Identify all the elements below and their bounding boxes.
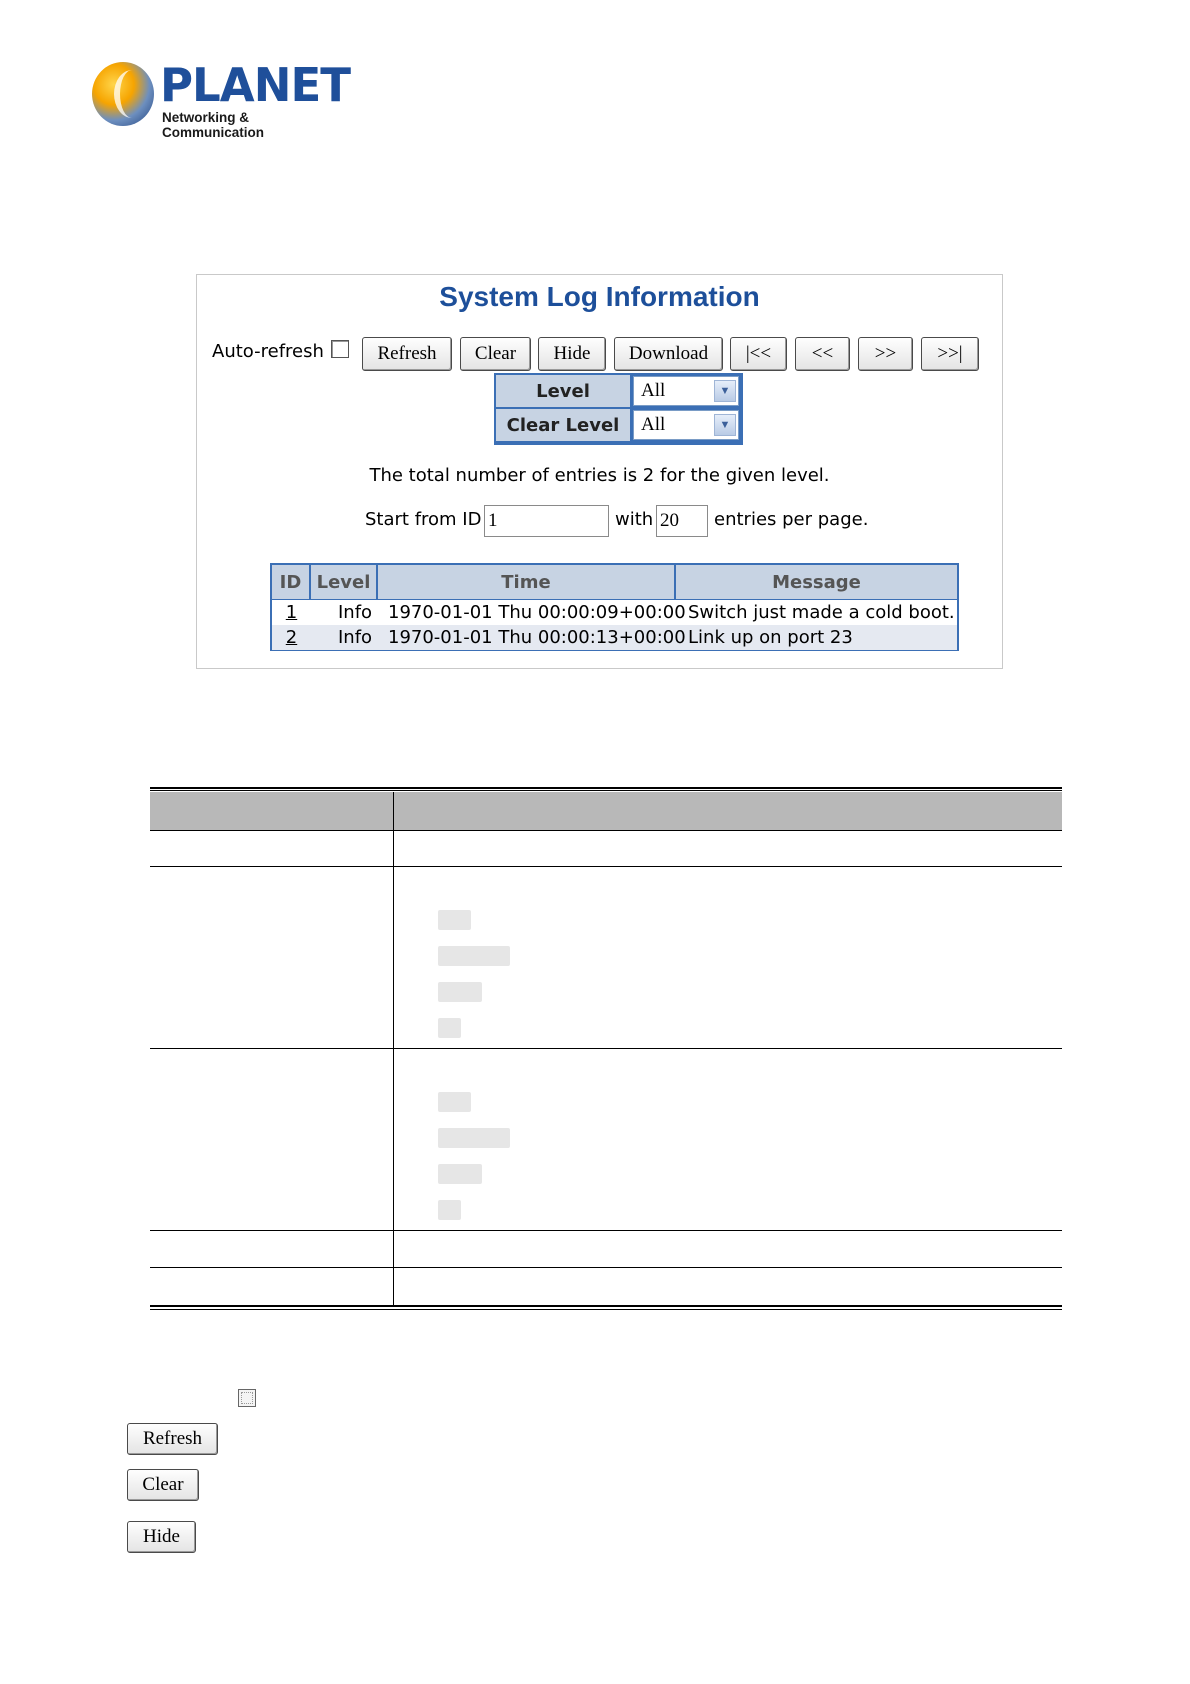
logo-tagline: Networking & Communication: [162, 110, 265, 140]
table-row: [272, 600, 957, 625]
auto-refresh-checkbox[interactable]: [331, 340, 349, 358]
log-id-link[interactable]: 1: [285, 602, 298, 623]
blurred-text: [438, 982, 482, 1002]
col-header-id: ID: [272, 565, 311, 599]
table-row-divider: [150, 866, 1062, 867]
level-filter-table: [494, 373, 743, 445]
refresh-button-sample[interactable]: Refresh: [127, 1423, 218, 1455]
blurred-text: [438, 1200, 461, 1220]
table-bottom-rule: [150, 1305, 1062, 1310]
entries-per-page-label: entries per page.: [714, 509, 869, 530]
log-id-link[interactable]: 2: [285, 627, 298, 648]
logo-brand: PLANET: [160, 58, 351, 112]
log-level: Info: [338, 602, 373, 623]
col-header-time: Time: [378, 565, 676, 599]
log-time: 1970-01-01 Thu 00:00:13+00:00: [388, 627, 686, 648]
globe-icon: [92, 62, 154, 126]
auto-refresh-checkbox-sample[interactable]: [238, 1389, 256, 1407]
chevron-down-icon[interactable]: ▼: [714, 414, 736, 436]
system-log-panel: [196, 274, 1003, 669]
prev-page-button[interactable]: <<: [795, 337, 850, 371]
auto-refresh-label: Auto-refresh: [212, 341, 324, 362]
blurred-text: [438, 946, 510, 966]
hide-button[interactable]: Hide: [538, 337, 606, 371]
blurred-text: [438, 910, 471, 930]
clear-level-select-value: All: [641, 414, 666, 435]
clear-button-sample[interactable]: Clear: [127, 1469, 199, 1501]
log-time: 1970-01-01 Thu 00:00:09+00:00: [388, 602, 686, 623]
clear-button[interactable]: Clear: [460, 337, 531, 371]
col-header-level: Level: [311, 565, 378, 599]
table-top-rule: [150, 787, 1062, 791]
table-row-divider: [150, 1048, 1062, 1049]
refresh-button[interactable]: Refresh: [362, 337, 452, 371]
next-page-button[interactable]: >>: [858, 337, 913, 371]
total-entries-text: The total number of entries is 2 for the given level.: [369, 465, 830, 486]
planet-logo: [92, 58, 351, 140]
log-table-header: [272, 565, 957, 600]
with-label: with: [615, 509, 654, 530]
log-level: Info: [338, 627, 373, 648]
hide-button-sample[interactable]: Hide: [127, 1521, 196, 1553]
clear-level-select[interactable]: [633, 410, 739, 440]
chevron-down-icon[interactable]: ▼: [714, 380, 736, 402]
first-page-button[interactable]: |<<: [730, 337, 787, 371]
download-button[interactable]: Download: [614, 337, 723, 371]
entries-per-page-input[interactable]: 20: [656, 505, 708, 537]
log-table: [270, 563, 959, 651]
level-select-value: All: [641, 380, 666, 401]
level-label: Level: [496, 375, 630, 407]
table-row-divider: [150, 830, 1062, 831]
panel-title: System Log Information: [439, 281, 760, 312]
col-header-message: Message: [772, 571, 861, 593]
table-row: [272, 625, 957, 650]
blurred-text: [438, 1092, 471, 1112]
log-message: Switch just made a cold boot.: [688, 602, 955, 623]
last-page-button[interactable]: >>|: [921, 337, 979, 371]
description-table: [150, 787, 1062, 1312]
level-select[interactable]: [633, 376, 739, 406]
table-row-divider: [150, 1267, 1062, 1268]
start-id-input[interactable]: 1: [484, 505, 609, 537]
clear-level-label: Clear Level: [496, 409, 630, 441]
start-from-label: Start from ID: [365, 509, 482, 530]
blurred-text: [438, 1018, 461, 1038]
table-header-row: [150, 792, 1062, 830]
blurred-text: [438, 1164, 482, 1184]
table-row-divider: [150, 1230, 1062, 1231]
log-message: Link up on port 23: [688, 627, 853, 648]
blurred-text: [438, 1128, 510, 1148]
